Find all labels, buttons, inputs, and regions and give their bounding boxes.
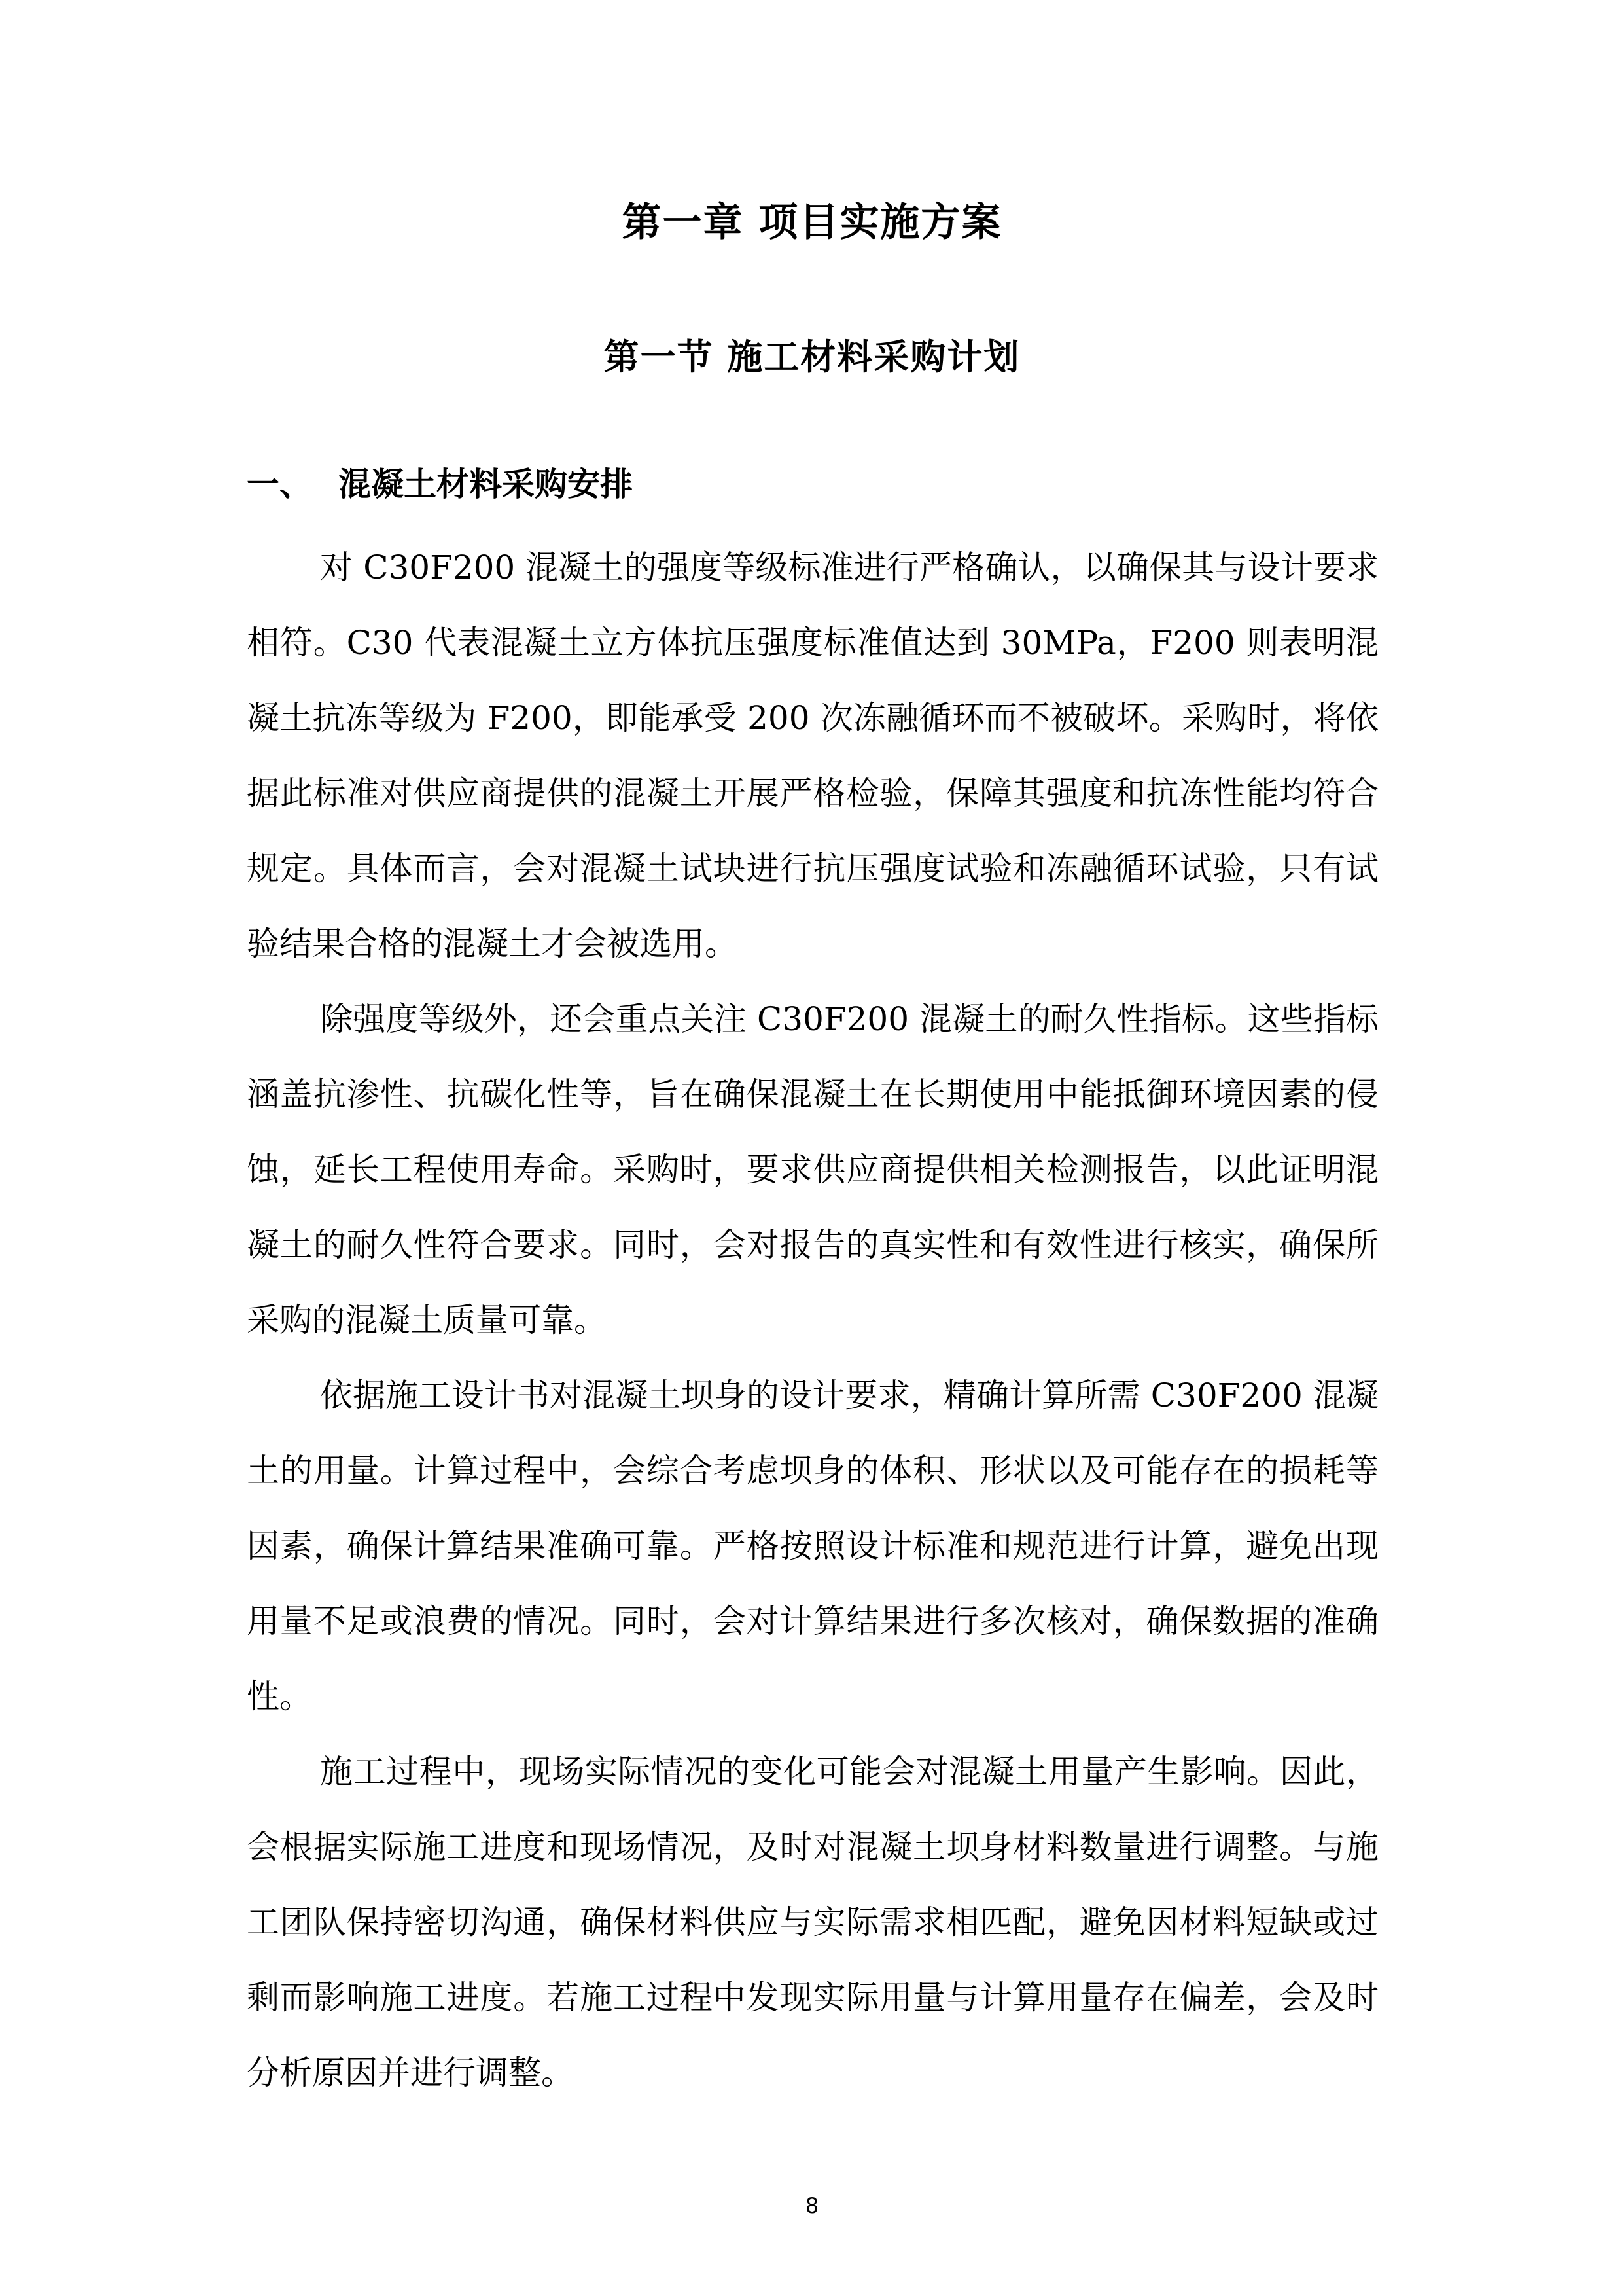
body-text (247, 530, 1379, 2111)
paragraph-2: 除强度等级外，还会重点关注 C30F200 混凝土的耐久性指标。这些指标涵盖抗渗性、抗碳化性等，旨在确保混凝土在长期使用中能抵御环境因素的侵蚀，延长工程使用寿命。采购时，要求供应商提供相关检测报告，以此证明混凝土的耐久性符合要求。同时，会对报告的真实性和有效性进行核实，确保所采购的混凝土质量可靠。 (247, 1000, 1379, 1339)
page-number: 8 (805, 2193, 819, 2218)
subsection-title: 混凝土材料采购安排 (338, 465, 633, 503)
chapter-title: 第一章 项目实施方案 (622, 200, 1002, 245)
subsection-number: 一、 (247, 465, 312, 503)
section-title: 第一节 施工材料采购计划 (603, 336, 1021, 378)
paragraph-4: 施工过程中，现场实际情况的变化可能会对混凝土用量产生影响。因此，会根据实际施工进度和现场情况，及时对混凝土坝身材料数量进行调整。与施工团队保持密切沟通，确保材料供应与实际需求相匹配，避免因材料短缺或过剩而影响施工进度。若施工过程中发现实际用量与计算用量存在偏差，会及时分析原因并进行调整。 (247, 1753, 1379, 2092)
subsection-heading (247, 458, 633, 511)
paragraph-3: 依据施工设计书对混凝土坝身的设计要求，精确计算所需 C30F200 混凝土的用量。计算过程中，会综合考虑坝身的体积、形状以及可能存在的损耗等因素，确保计算结果准确可靠。严格按照设计标准和规范进行计算，避免出现用量不足或浪费的情况。同时，会对计算结果进行多次核对，确保数据的准确性。 (247, 1376, 1379, 1715)
paragraph-1: 对 C30F200 混凝土的强度等级标准进行严格确认，以确保其与设计要求相符。C30 代表混凝土立方体抗压强度标准值达到 30MPa，F200 则表明混凝土抗冻等级为 F200，即能承受 200 次冻融循环而不被破坏。采购时，将依据此标准对供应商提供的混凝土开展严格检验，保障其强度和抗冻性能均符合规定。具体而言，会对混凝土试块进行抗压强度试验和冻融循环试验，只有试验结果合格的混凝土才会被选用。 (247, 548, 1379, 963)
